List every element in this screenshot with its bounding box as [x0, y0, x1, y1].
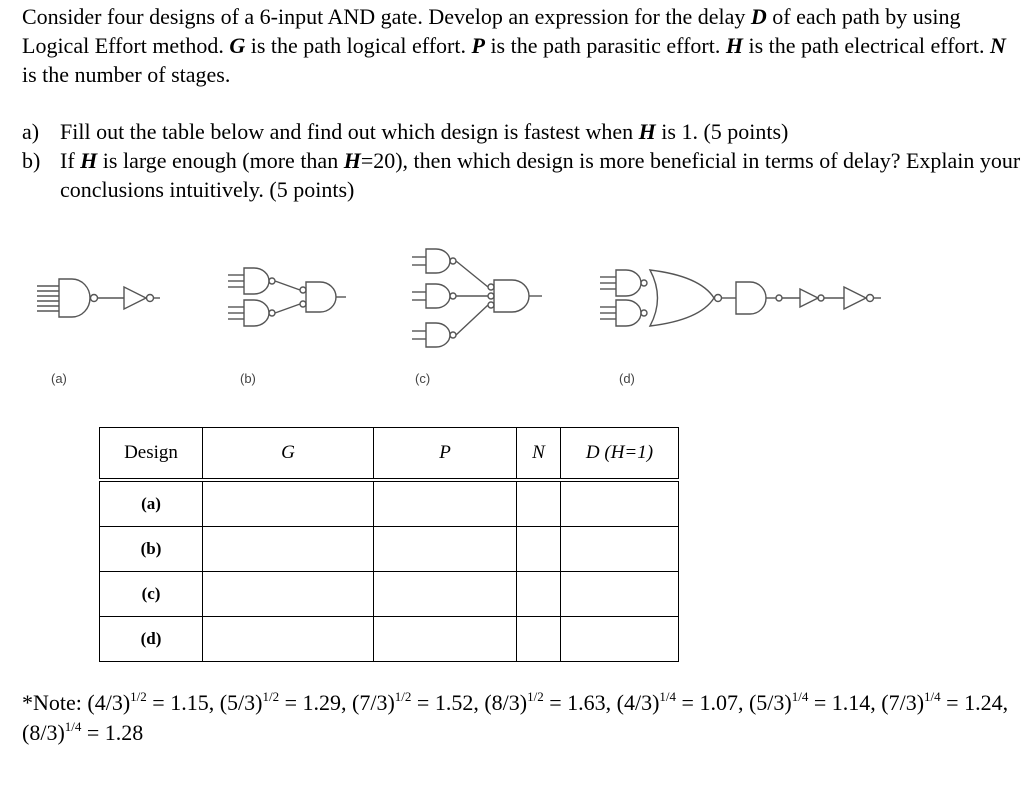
cell-g[interactable]: [203, 572, 374, 617]
var-n: N: [989, 33, 1006, 58]
row-design-label: (d): [100, 617, 203, 662]
header-d: D (H=1): [561, 428, 679, 481]
note-term: [22, 720, 143, 745]
inversion-bubble: [300, 301, 306, 307]
table-row: [100, 480, 679, 527]
nand3-gate: [616, 270, 641, 296]
design-d-schematic: [600, 270, 881, 326]
term-exponent: 1/4: [659, 689, 677, 704]
inversion-bubble: [488, 293, 494, 299]
cell-d[interactable]: [561, 572, 679, 617]
design-c-label: (c): [415, 371, 431, 386]
cell-p[interactable]: [374, 527, 517, 572]
term-exponent: 1/2: [130, 689, 147, 704]
nand2-gate: [426, 249, 450, 273]
inversion-bubble: [450, 293, 456, 299]
table-row: [100, 527, 679, 572]
term-base: (5/3): [219, 690, 263, 715]
nand3-gate: [244, 300, 269, 326]
question-label: a): [22, 119, 40, 144]
note-term: [220, 690, 352, 715]
var-h: H: [638, 119, 656, 144]
design-b-schematic: [228, 268, 346, 326]
question-text-part: =20), then which design is more beneficial in terms of delay? Explain your conclusions intuitively. (5 points): [60, 148, 1021, 202]
question-b: [22, 146, 1022, 204]
row-design-label: (c): [100, 572, 203, 617]
var-g: G: [229, 33, 246, 58]
and2-gate: [306, 282, 336, 312]
cell-d[interactable]: [561, 480, 679, 527]
question-a: [22, 117, 1022, 146]
term-value: = 1.52,: [411, 690, 485, 715]
question-text: [60, 146, 1022, 204]
inversion-bubble: [715, 295, 722, 302]
term-base: (7/3): [352, 690, 395, 715]
term-value: = 1.14,: [808, 690, 882, 715]
design-b-label: (b): [240, 371, 256, 386]
term-value: = 1.07,: [676, 690, 749, 715]
cell-p[interactable]: [374, 480, 517, 527]
gate-designs-diagram: [0, 230, 1024, 370]
intro-text: is the number of stages.: [22, 62, 231, 87]
and2-gate: [736, 282, 766, 314]
problem-intro: [22, 2, 1012, 89]
nand3-gate: [244, 268, 269, 294]
inversion-bubble: [450, 332, 456, 338]
cell-g[interactable]: [203, 480, 374, 527]
var-h: H: [80, 148, 98, 173]
intro-text: is the path logical effort.: [245, 33, 472, 58]
inversion-bubble: [488, 284, 494, 290]
table-header-row: [100, 428, 679, 481]
header-design: Design: [100, 428, 203, 481]
term-base: (8/3): [22, 720, 65, 745]
var-h: H: [343, 148, 361, 173]
var-p: P: [471, 33, 485, 58]
note-term: [352, 690, 484, 715]
var-d: D: [750, 4, 767, 29]
term-value: = 1.29,: [279, 690, 353, 715]
term-exponent: 1/4: [924, 689, 941, 704]
term-value: = 1.15,: [146, 690, 220, 715]
header-g: G: [203, 428, 374, 481]
header-n: N: [517, 428, 561, 481]
design-a-schematic: [37, 279, 160, 317]
nor2-gate: [650, 270, 714, 326]
note-term: [87, 690, 219, 715]
cell-d[interactable]: [561, 617, 679, 662]
cell-p[interactable]: [374, 617, 517, 662]
inversion-bubble: [641, 280, 647, 286]
footnote: [22, 688, 1017, 748]
term-exponent: 1/2: [262, 689, 280, 704]
question-text-part: If: [60, 148, 81, 173]
term-exponent: 1/4: [791, 689, 809, 704]
inversion-bubble: [269, 278, 275, 284]
term-base: (7/3): [881, 690, 925, 715]
table-row: [100, 617, 679, 662]
design-c-schematic: [412, 249, 542, 347]
inverter-gate: [800, 289, 818, 307]
cell-g[interactable]: [203, 617, 374, 662]
nand6-gate: [59, 279, 90, 317]
term-base: (4/3): [616, 690, 660, 715]
term-exponent: 1/2: [394, 689, 412, 704]
cell-d[interactable]: [561, 527, 679, 572]
inversion-bubble: [300, 287, 306, 293]
cell-n[interactable]: [517, 572, 561, 617]
inversion-bubble: [269, 310, 275, 316]
question-label: b): [22, 148, 41, 173]
design-d-label: (d): [619, 371, 635, 386]
question-text-part: is 1. (5 points): [655, 119, 789, 144]
inverter-gate: [124, 287, 146, 309]
term-exponent: 1/2: [527, 689, 544, 704]
design-a-label: (a): [51, 371, 67, 386]
cell-n[interactable]: [517, 527, 561, 572]
question-text-part: is large enough (more than: [97, 148, 344, 173]
nand2-gate: [426, 284, 450, 308]
term-exponent: 1/4: [64, 719, 82, 734]
note-term: [617, 690, 749, 715]
row-design-label: (a): [100, 480, 203, 527]
inversion-bubble: [641, 310, 647, 316]
nand2-gate: [426, 323, 450, 347]
nand3-gate: [616, 300, 641, 326]
question-list: [22, 117, 1022, 204]
intro-text: is the path electrical effort.: [742, 33, 990, 58]
input-wires: [600, 277, 616, 319]
results-table: [99, 427, 679, 662]
input-wires: [412, 257, 426, 339]
table-row: [100, 572, 679, 617]
note-prefix: *Note:: [22, 690, 88, 715]
and3-gate: [494, 280, 529, 312]
note-term: [749, 690, 881, 715]
inverter-gate: [844, 287, 866, 309]
inversion-bubble: [488, 302, 494, 308]
input-wires: [228, 275, 244, 319]
row-design-label: (b): [100, 527, 203, 572]
term-value: = 1.28: [81, 720, 144, 745]
inversion-bubble: [450, 258, 456, 264]
note-term: [484, 690, 616, 715]
cell-n[interactable]: [517, 480, 561, 527]
header-p: P: [374, 428, 517, 481]
cell-p[interactable]: [374, 572, 517, 617]
intro-text: of each path by using Logical Effort method.: [22, 4, 961, 58]
cell-n[interactable]: [517, 617, 561, 662]
term-base: (4/3): [87, 690, 131, 715]
term-value: = 1.63,: [543, 690, 617, 715]
intro-text: is the path parasitic effort.: [484, 33, 726, 58]
question-text-part: Fill out the table below and find out which design is fastest when: [60, 119, 639, 144]
cell-g[interactable]: [203, 527, 374, 572]
inversion-bubble: [776, 295, 782, 301]
input-wires: [37, 286, 59, 311]
term-base: (8/3): [484, 690, 528, 715]
note-term: [881, 690, 1008, 715]
term-value: = 1.24,: [940, 690, 1009, 715]
inversion-bubble: [91, 295, 98, 302]
var-h: H: [725, 33, 743, 58]
term-base: (5/3): [748, 690, 792, 715]
intro-text: Consider four designs of a 6-input AND gate. Develop an expression for the delay: [22, 4, 751, 29]
question-text: [60, 117, 1022, 146]
